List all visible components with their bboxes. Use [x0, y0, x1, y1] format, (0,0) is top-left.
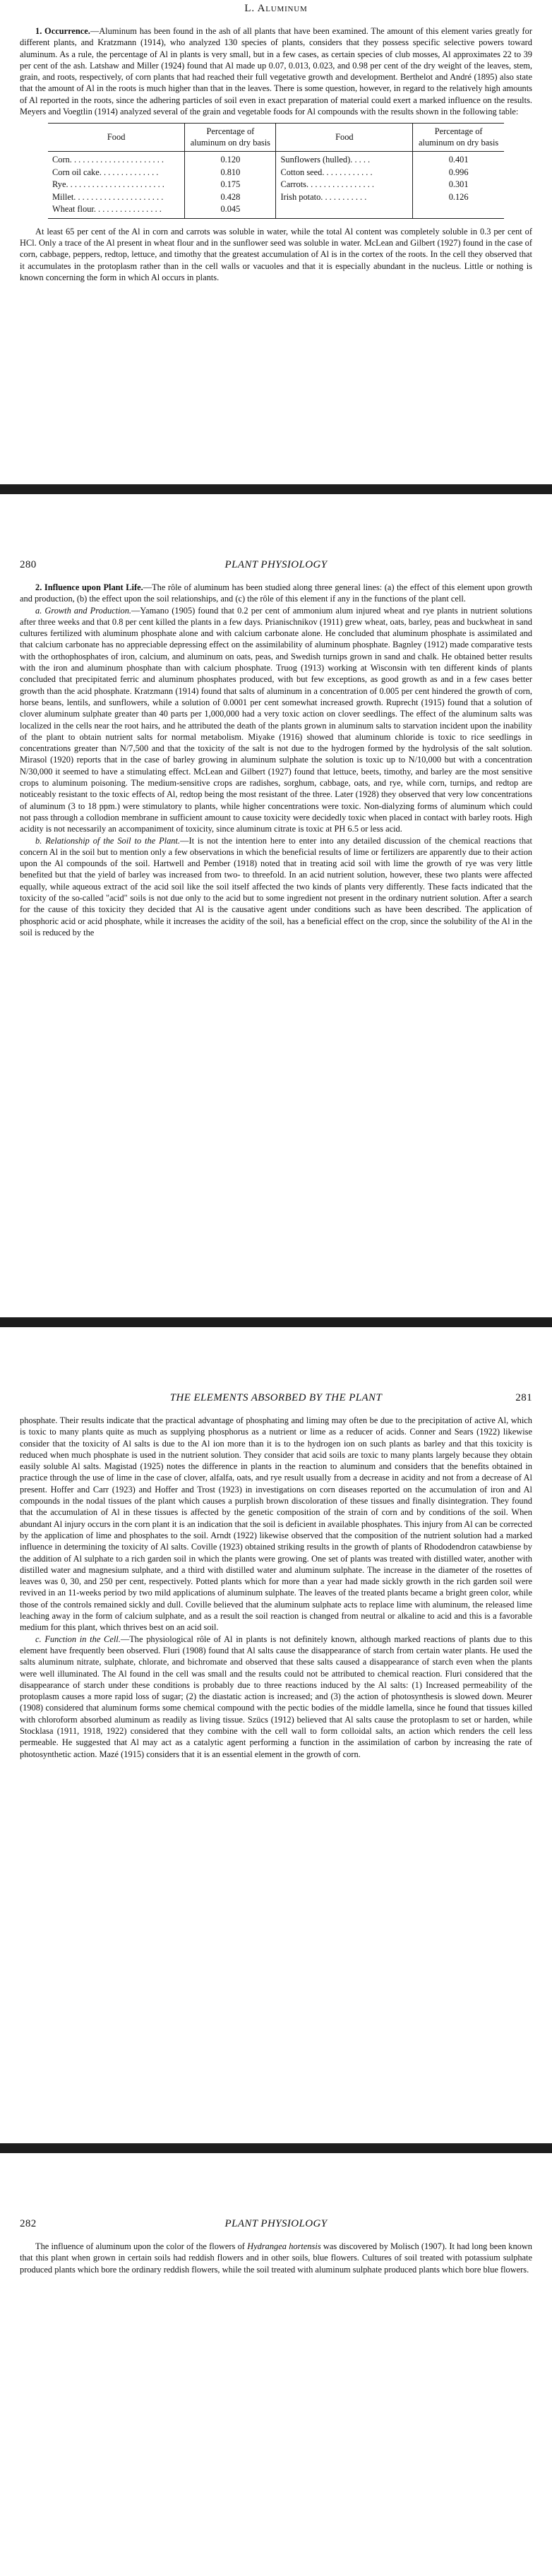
running-title: THE ELEMENTS ABSORBED BY THE PLANT	[169, 1392, 383, 1403]
table-row: Rye. . . . . . . . . . . . . . . . . . . . . . . 0.175 Carrots. . . . . . . . . . . . . . . . 0.301	[48, 179, 504, 191]
table-header: Food	[48, 124, 185, 152]
table-row: Corn oil cake. . . . . . . . . . . . . . 0.810 Cotton seed. . . . . . . . . . . . 0.996	[48, 167, 504, 179]
running-title: PLANT PHYSIOLOGY	[224, 2218, 328, 2229]
paragraph-soil-relationship: b. Relationship of the Soil to the Plant.—It is not the intention here to enter into any detailed discussion of the chemical reactions that concern Al in the soil but to mention only a few observations in which the beneficial results of lime or fertilizers are apparently due to their action upon the Al compounds of the soil. Hartwell and Pember (1918) noted that in treating acid soil with lime the growth of rye was very little benefited but that the yield of barley was increased from two- to threefold. In an acid nutrient solution, however, these two plants were affected equally, while aqueous extract of the acid soil like the soil itself affected the two kinds of plants very differently. These facts indicated that the toxicity of the so-called "acid" soils is not due only to the acid but to some ingredient not present in the ordinary nutrient solution. After a search for the cause of this toxicity they decided that Al is the causative agent under conditions such as have been described. The application of phosphoric acid or acid phosphate, while it increases the acidity of the soil, has a beneficial effect on the crop, since the solubility of the Al in the soil is reduced by the	[20, 835, 532, 937]
running-header	[20, 1392, 532, 1406]
heading-growth: a. Growth and Production.	[35, 605, 132, 616]
page-separator	[0, 2143, 552, 2153]
heading-function-in-cell: c. Function in the Cell.	[35, 1634, 121, 1644]
page-number: 282	[20, 2218, 37, 2229]
paragraph-hydrangea: The influence of aluminum upon the color of the flowers of Hydrangea hortensis was discovered by Molisch (1907). It had long been known that this plant when grown in certain soils had reddish flowers and in other soils, blue flowers. Cultures of soil treated with potassium sulphate produced plants which bore the ordinary reddish flowers, while the soil treated with aluminum sulphate produced plants which bore blue flowers.	[20, 2241, 532, 2275]
table-header: Food	[276, 124, 413, 152]
paragraph-influence: 2. Influence upon Plant Life.—The rôle of aluminum has been studied along three general lines: (a) the effect of this element upon growth and production, (b) the effect upon the soil relationships, and (c) the rôle of this element if any in the functions of the plant cell.	[20, 582, 532, 604]
section-title: L. Aluminum	[244, 3, 308, 14]
heading-soil-relationship: b. Relationship of the Soil to the Plant.	[35, 835, 181, 846]
aluminum-food-table	[48, 123, 504, 219]
page-number: 280	[20, 559, 37, 570]
page-4	[0, 2153, 552, 2576]
page-separator	[0, 1317, 552, 1327]
species-name: Hydrangea hortensis	[247, 2241, 321, 2251]
page-separator	[0, 484, 552, 494]
paragraph-solubility: At least 65 per cent of the Al in corn and carrots was soluble in water, while the total Al content was completely soluble in 0.3 per cent of HCl. Only a trace of the Al present in wheat flour and in the sunflower seed was soluble in water. McLean and Gilbert (1927) found in the case of corn, cabbage, peppers, redtop, lettuce, and timothy that the greatest accumulation of Al is in the cortex of the roots. In the cell they observed that it accumulates in the protoplasm rather than in the cell walls or vacuoles and that it is especially abundant in the nucleus. Little or nothing is known concerning the form in which Al occurs in plants.	[20, 226, 532, 283]
page-number: 281	[515, 1392, 532, 1403]
page-3	[0, 1327, 552, 2139]
paragraph-growth: a. Growth and Production.—Yamano (1905) found that 0.2 per cent of ammonium alum injured wheat and rye plants in nutrient solutions after three weeks and that 0.8 per cent killed the plants in a few days. Prianischnikov (1911) grew wheat, oats, barley, peas and buckwheat in sand cultures fertilized with aluminum phosphate alone and with calcium carbonate alone. He concluded that aluminum phosphate is assimilated and that calcium carbonate has no appreciable depressing effect on the assimilability of aluminum phosphate. Bagnley (1912) made comparative tests with the orthophosphates of iron, calcium, and aluminum on oats, peas, and Swedish turnips grown in sand and chalk. He obtained better results with the iron and aluminum phosphate than with calcium phosphate. Truog (1913) working at Wisconsin with ten different kinds of plants concluded that precipitated ferric and aluminum phosphates produced, with but few exceptions, as good growth as and in a few cases better growth than the acid phosphate. Kratzmann (1914) found that salts of aluminum in a concentration of 0.005 per cent hindered the growth of corn, horse beans, lentils, and sunflowers, while a solution of 0.0001 per cent somewhat increased growth. Ruprecht (1915) found that a solution of clover aluminum sulphate greater than 40 parts per 1,000,000 had a very toxic action on clover seedlings. The effect of the aluminum salts was localized in the cells near the root hairs, and he attributed the death of the plants grown in aluminum salts to starvation incident upon the inability of the plant to obtain nutrient salts for normal metabolism. Miyake (1916) showed that aluminum chloride is toxic to rice seedlings in concentrations greater than N/7,500 and that the toxicity of the salt is not due to the hydrogen formed by the hydrolysis of the salt solution. Mirasol (1920) reports that in the case of barley growing in aluminum sulphate the solution is toxic up to N/10,000 but with a concentration N/30,000 it seemed to have a stimulating effect. McLean and Gilbert (1927) found that lettuce, beets, timothy, and barley are the most sensitive crops to aluminum poisoning. The medium-sensitive crops are radishes, sorghum, cabbage, oats, and rye, while corn, turnips, and redtop are noticeably resistant to the toxic effects of Al, redtop being the most resistant of the three. Later (1928) they observed that very low concentrations of aluminum (3 to 18 ppm.) were stimulatory to plants, while higher concentrations were toxic. Non-dialyzing forms of aluminum which could not pass through a collodion membrane in sufficient amount to cause toxicity were decidedly toxic when placed in contact with barley roots. High acidity is not necessarily an accompaniment of toxicity, since aluminum citrate is toxic at PH 6.5 or less acid.	[20, 605, 532, 834]
paragraph-occurrence: 1. Occurrence.—Aluminum has been found in the ash of all plants that have been examined. The amount of this element varies greatly for different plants, and Kratzmann (1914), who analyzed 130 species of plants, considers that they possess specific selective powers toward aluminum. As a rule, the percentage of Al in plants is very small, but in a few cases, as certain species of club mosses, Al approximates 22 to 39 per cent of the ash. Latshaw and Miller (1924) found that Al made up 0.07, 0.013, 0.023, and 0.98 per cent of the dry weight of the leaves, stem, grain, and roots, respectively, of corn plants that had reached their full vegetative growth and development. Berthelot and André (1895) also state that the amount of Al in the roots is much higher than that in the leaves. There is some question, however, in regard to the relatively high amounts of Al reported in the roots, since the adhering particles of soil even in exact preparation of material could exert a marked influence on the results. Meyers and Voegtlin (1914) analyzed several of the grain and vegetable foods for Al compounds with the results shown in the following table:	[20, 26, 532, 117]
table-row: Corn. . . . . . . . . . . . . . . . . . . . . . 0.120 Sunflowers (hulled). . . . . 0.401	[48, 152, 504, 167]
table-header: Percentage of aluminum on dry basis	[185, 124, 276, 152]
table-row: Millet. . . . . . . . . . . . . . . . . . . . . 0.428 Irish potato. . . . . . . . . . . 0.126	[48, 191, 504, 204]
running-header	[20, 559, 532, 573]
paragraph-function-in-cell: c. Function in the Cell.—The physiological rôle of Al in plants is not definitely known, although marked reactions of plants due to this element have frequently been observed. Fluri (1908) found that Al salts cause the disappearance of starch from certain water plants. He used the salts aluminum nitrate, sulphate, chlorate, and bichromate and observed that these salts caused a disappearance of starch even when the plants were well illuminated. The Al found in the cell was small and the results could not be attributed to chemical reaction. Fluri considered that the disappearance of starch under these conditions is probably due to three reactions induced by the Al salts: (1) Increased permeability of the protoplasm causes a more rapid loss of sugar; (2) the diastatic action is increased; and (3) the action of photosynthesis is slowed down. Meurer (1908) considered that aluminum forms some chemical compound with the pectic bodies of the middle lamella, since he found that tissues killed with chloroform absorbed aluminum as readily as living tissue. Szücs (1912) believed that Al salts cause the protoplasm to set or harden, while Stocklasa (1911, 1918, 1922) considered that they combine with the cell wall to form colloidal salts, an action which renders the cell less permeable. He suggested that Al may act as a catalytic agent performing a function in the assimilation of carbon by increasing the rate of photosynthetic action. Mazé (1915) considers that it is an essential element in the growth of corn.	[20, 1634, 532, 1759]
table-header: Percentage of aluminum on dry basis	[413, 124, 504, 152]
table-row: Wheat flour. . . . . . . . . . . . . . . . 0.045	[48, 203, 504, 218]
heading-occurrence: 1. Occurrence.	[35, 26, 90, 36]
section-header	[20, 3, 532, 17]
heading-influence: 2. Influence upon Plant Life.	[35, 582, 143, 592]
paragraph-phosphate: phosphate. Their results indicate that the practical advantage of phosphating and liming may often be due to the precipitation of active Al, which is toxic to many plants quite as much as supplying phosphorus as a nutrient or lime as a reducer of acids. Conner and Sears (1922) likewise consider that the toxicity of Al salts is due to the Al ion more than it is to the hydrogen ion on such plants as barley and that this toxicity is reduced when much phosphate is used in the nutrient solution. They consider that acid soils are toxic to many plants largely because they obtain easily soluble Al salts. Magistad (1925) notes the difference in plants in the reaction to aluminum and considers that the benefits obtained in practice through the use of lime in the case of clover, alfalfa, oats, and rye result usually from a decrease in acidity and not from a decrease of Al present. Hoffer and Carr (1923) and Hoffer and Trost (1923) in investigations on corn diseases reported on the accumulation of iron and Al compounds in the nodal tissues of the plant which causes a purplish brown discoloration of these tissues and finally disintegration. They found that the accumulation of Al in these tissues is affected by the genetic composition of the strain of corn and by conditions of the soil. When abundant Al injury occurs in the corn plant it is an indication that the soil is deficient in available phosphates. This injury from Al can be corrected by the application of lime and phosphates to the soil. Arndt (1922) likewise observed that the composition of the nutrient solution had a marked influence in determining the toxicity of Al salts. Coville (1923) obtained striking results in the growth of plants of Rhododendron catawbiense by the addition of Al sulphate to a rich garden soil in which the plants were growing. One set of plants was treated with distilled water, another with distilled water and magnesium sulphate, and a third with distilled water and aluminum sulphate. The increase in the diameter of the rosettes of leaves was 0, 30, and 250 per cent, respectively. Potted plants which for more than a year had made sickly growth in the rich garden soil were revived in an 11-weeks period by two mild applications of aluminum sulphate. The leaves of the treated plants became a bright green color, while those of the controls remained sickly and dull. Coville believed that the aluminum sulphate acts to replace lime with aluminum, the released lime leaching away in the form of calcium sulphate, and as a result the soil reaction is changed from neutral or alkaline to acid and this is a favorable medium for this plant, which thrives best on an acid soil.	[20, 1415, 532, 1633]
running-title: PLANT PHYSIOLOGY	[224, 559, 328, 570]
running-header	[20, 2218, 532, 2232]
page-1	[0, 0, 552, 480]
page-2	[0, 494, 552, 1313]
